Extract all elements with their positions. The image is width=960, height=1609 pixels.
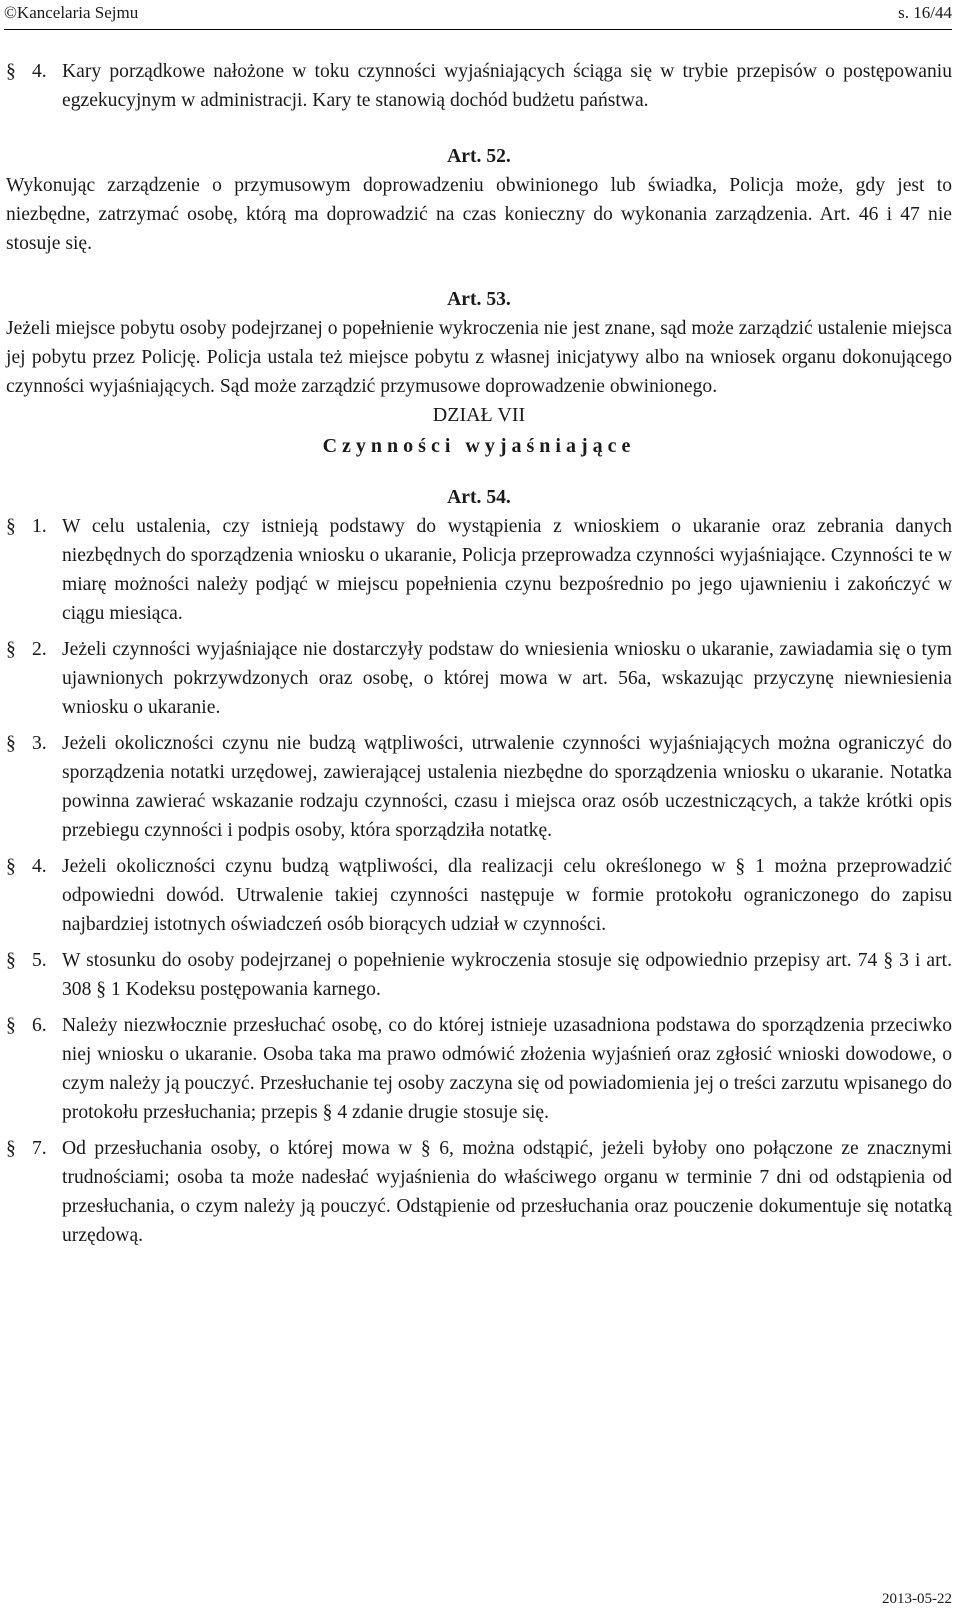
article-54-paragraphs: [6, 512, 952, 1250]
header-page-number: s. 16/44: [898, 3, 952, 22]
section-sign: §: [6, 950, 16, 971]
division-subtitle: Czynności wyjaśniające: [322, 435, 636, 457]
article-54-paragraph: [6, 1011, 952, 1127]
document-body: [6, 57, 952, 1257]
paragraph-text: Od przesłuchania osoby, o której mowa w § 6, można odstąpić, jeżeli byłoby ono połączone ze znacznymi trudnościami; osoba ta może nadesłać wyjaśnienia do właściwego organu w terminie 7 dni od odstąpienia od przesłuchania, o czym należy ją pouczyć. Odstąpienie od przesłuchania oraz pouczenie dokumentuje się notatką urzędową.: [62, 1138, 952, 1246]
section-sign: §: [6, 516, 16, 537]
article-54-paragraph: [6, 1134, 952, 1250]
paragraph-number: 4.: [32, 61, 47, 82]
paragraph-number: 3.: [32, 733, 47, 754]
paragraph-text: Jeżeli okoliczności czynu budzą wątpliwości, dla realizacji celu określonego w § 1 można przeprowadzić odpowiedni dowód. Utrwalenie takiej czynności następuje w formie protokołu ograniczonego do zapisu najbardziej istotnych oświadczeń osób biorących udział w czynności.: [62, 856, 952, 935]
paragraph-number: 6.: [32, 1015, 47, 1036]
paragraph-text: Jeżeli okoliczności czynu nie budzą wątpliwości, utrwalenie czynności wyjaśniających można ograniczyć do sporządzenia notatki urzędowej, zawierającej ustalenia niezbędne do sporządzenia wniosku o ukaranie. Notatka powinna zawierać wskazanie rodzaju czynności, czasu i miejsca oraz osób uczestniczących, a także krótki opis przebiegu czynności i podpis osoby, która sporządziła notatkę.: [62, 733, 952, 841]
paragraph-text: W stosunku do osoby podejrzanej o popełnienie wykroczenia stosuje się odpowiednio przepisy art. 74 § 3 i art. 308 § 1 Kodeksu postępowania karnego.: [62, 950, 952, 1000]
article-52-text: Wykonując zarządzenie o przymusowym doprowadzeniu obwinionego lub świadka, Policja może, gdy jest to niezbędne, zatrzymać osobę, którą ma doprowadzić na czas konieczny do wykonania zarządzenia. Art. 46 i 47 nie stosuje się.: [6, 175, 952, 254]
header-copyright: ©Kancelaria Sejmu: [4, 3, 139, 22]
paragraph-number: 4.: [32, 856, 47, 877]
section-sign: §: [6, 1015, 16, 1036]
article-54-paragraph: [6, 512, 952, 628]
paragraph-text: Należy niezwłocznie przesłuchać osobę, co do której istnieje uzasadniona podstawa do sporządzenia przeciwko niej wniosku o ukaranie. Osoba taka ma prawo odmówić złożenia wyjaśnień oraz zgłosić wnioski dowodowe, o czym należy ją pouczyć. Przesłuchanie tej osoby zaczyna się od powiadomienia jej o treści zarzutu wpisanego do protokołu przesłuchania; przepis § 4 zdanie drugie stosuje się.: [62, 1015, 952, 1123]
paragraph-text: Kary porządkowe nałożone w toku czynności wyjaśniających ściąga się w trybie przepisów o postępowaniu egzekucyjnym w administracji. Kary te stanowią dochód budżetu państwa.: [62, 61, 952, 111]
article-54-paragraph: [6, 729, 952, 845]
paragraph-text: Jeżeli czynności wyjaśniające nie dostarczyły podstaw do wniesienia wniosku o ukaranie, zawiadamia się o tym ujawnionych pokrzywdzonych oraz osobę, o której mowa w art. 56a, wskazując przyczynę niewniesienia wniosku o ukaranie.: [62, 639, 952, 718]
section-sign: §: [6, 856, 16, 877]
paragraph-text: W celu ustalenia, czy istnieją podstawy do wystąpienia z wnioskiem o ukaranie oraz zebrania danych niezbędnych do sporządzenia wniosku o ukaranie, Policja przeprowadza czynności wyjaśniające. Czynności te w miarę możności należy podjąć w miejscu popełnienia czynu bezpośrednio po jego ujawnieniu i zakończyć w ciągu miesiąca.: [62, 516, 952, 624]
paragraph-intro: [6, 57, 952, 115]
page-header: [4, 0, 952, 30]
paragraph-number: 2.: [32, 639, 47, 660]
section-sign: §: [6, 1138, 16, 1159]
article-54-paragraph: [6, 635, 952, 722]
section-sign: §: [6, 733, 16, 754]
article-54-title: Art. 54.: [447, 487, 511, 508]
article-54-paragraph: [6, 852, 952, 939]
footer-date: 2013-05-22: [882, 1591, 952, 1607]
section-sign: §: [6, 639, 16, 660]
section-sign: §: [6, 61, 16, 82]
paragraph-number: 1.: [32, 516, 47, 537]
division-heading: DZIAŁ VII: [432, 404, 526, 426]
paragraph-number: 5.: [32, 950, 47, 971]
paragraph-number: 7.: [32, 1138, 47, 1159]
article-54-paragraph: [6, 946, 952, 1004]
article-52-title: Art. 52.: [447, 146, 511, 167]
article-53-title: Art. 53.: [447, 289, 511, 310]
article-53-text: Jeżeli miejsce pobytu osoby podejrzanej o popełnienie wykroczenia nie jest znane, sąd może zarządzić ustalenie miejsca jej pobytu przez Policję. Policja ustala też miejsce pobytu z własnej inicjatywy albo na wniosek organu dokonującego czynności wyjaśniających. Sąd może zarządzić przymusowe doprowadzenie obwinionego.: [6, 318, 952, 397]
